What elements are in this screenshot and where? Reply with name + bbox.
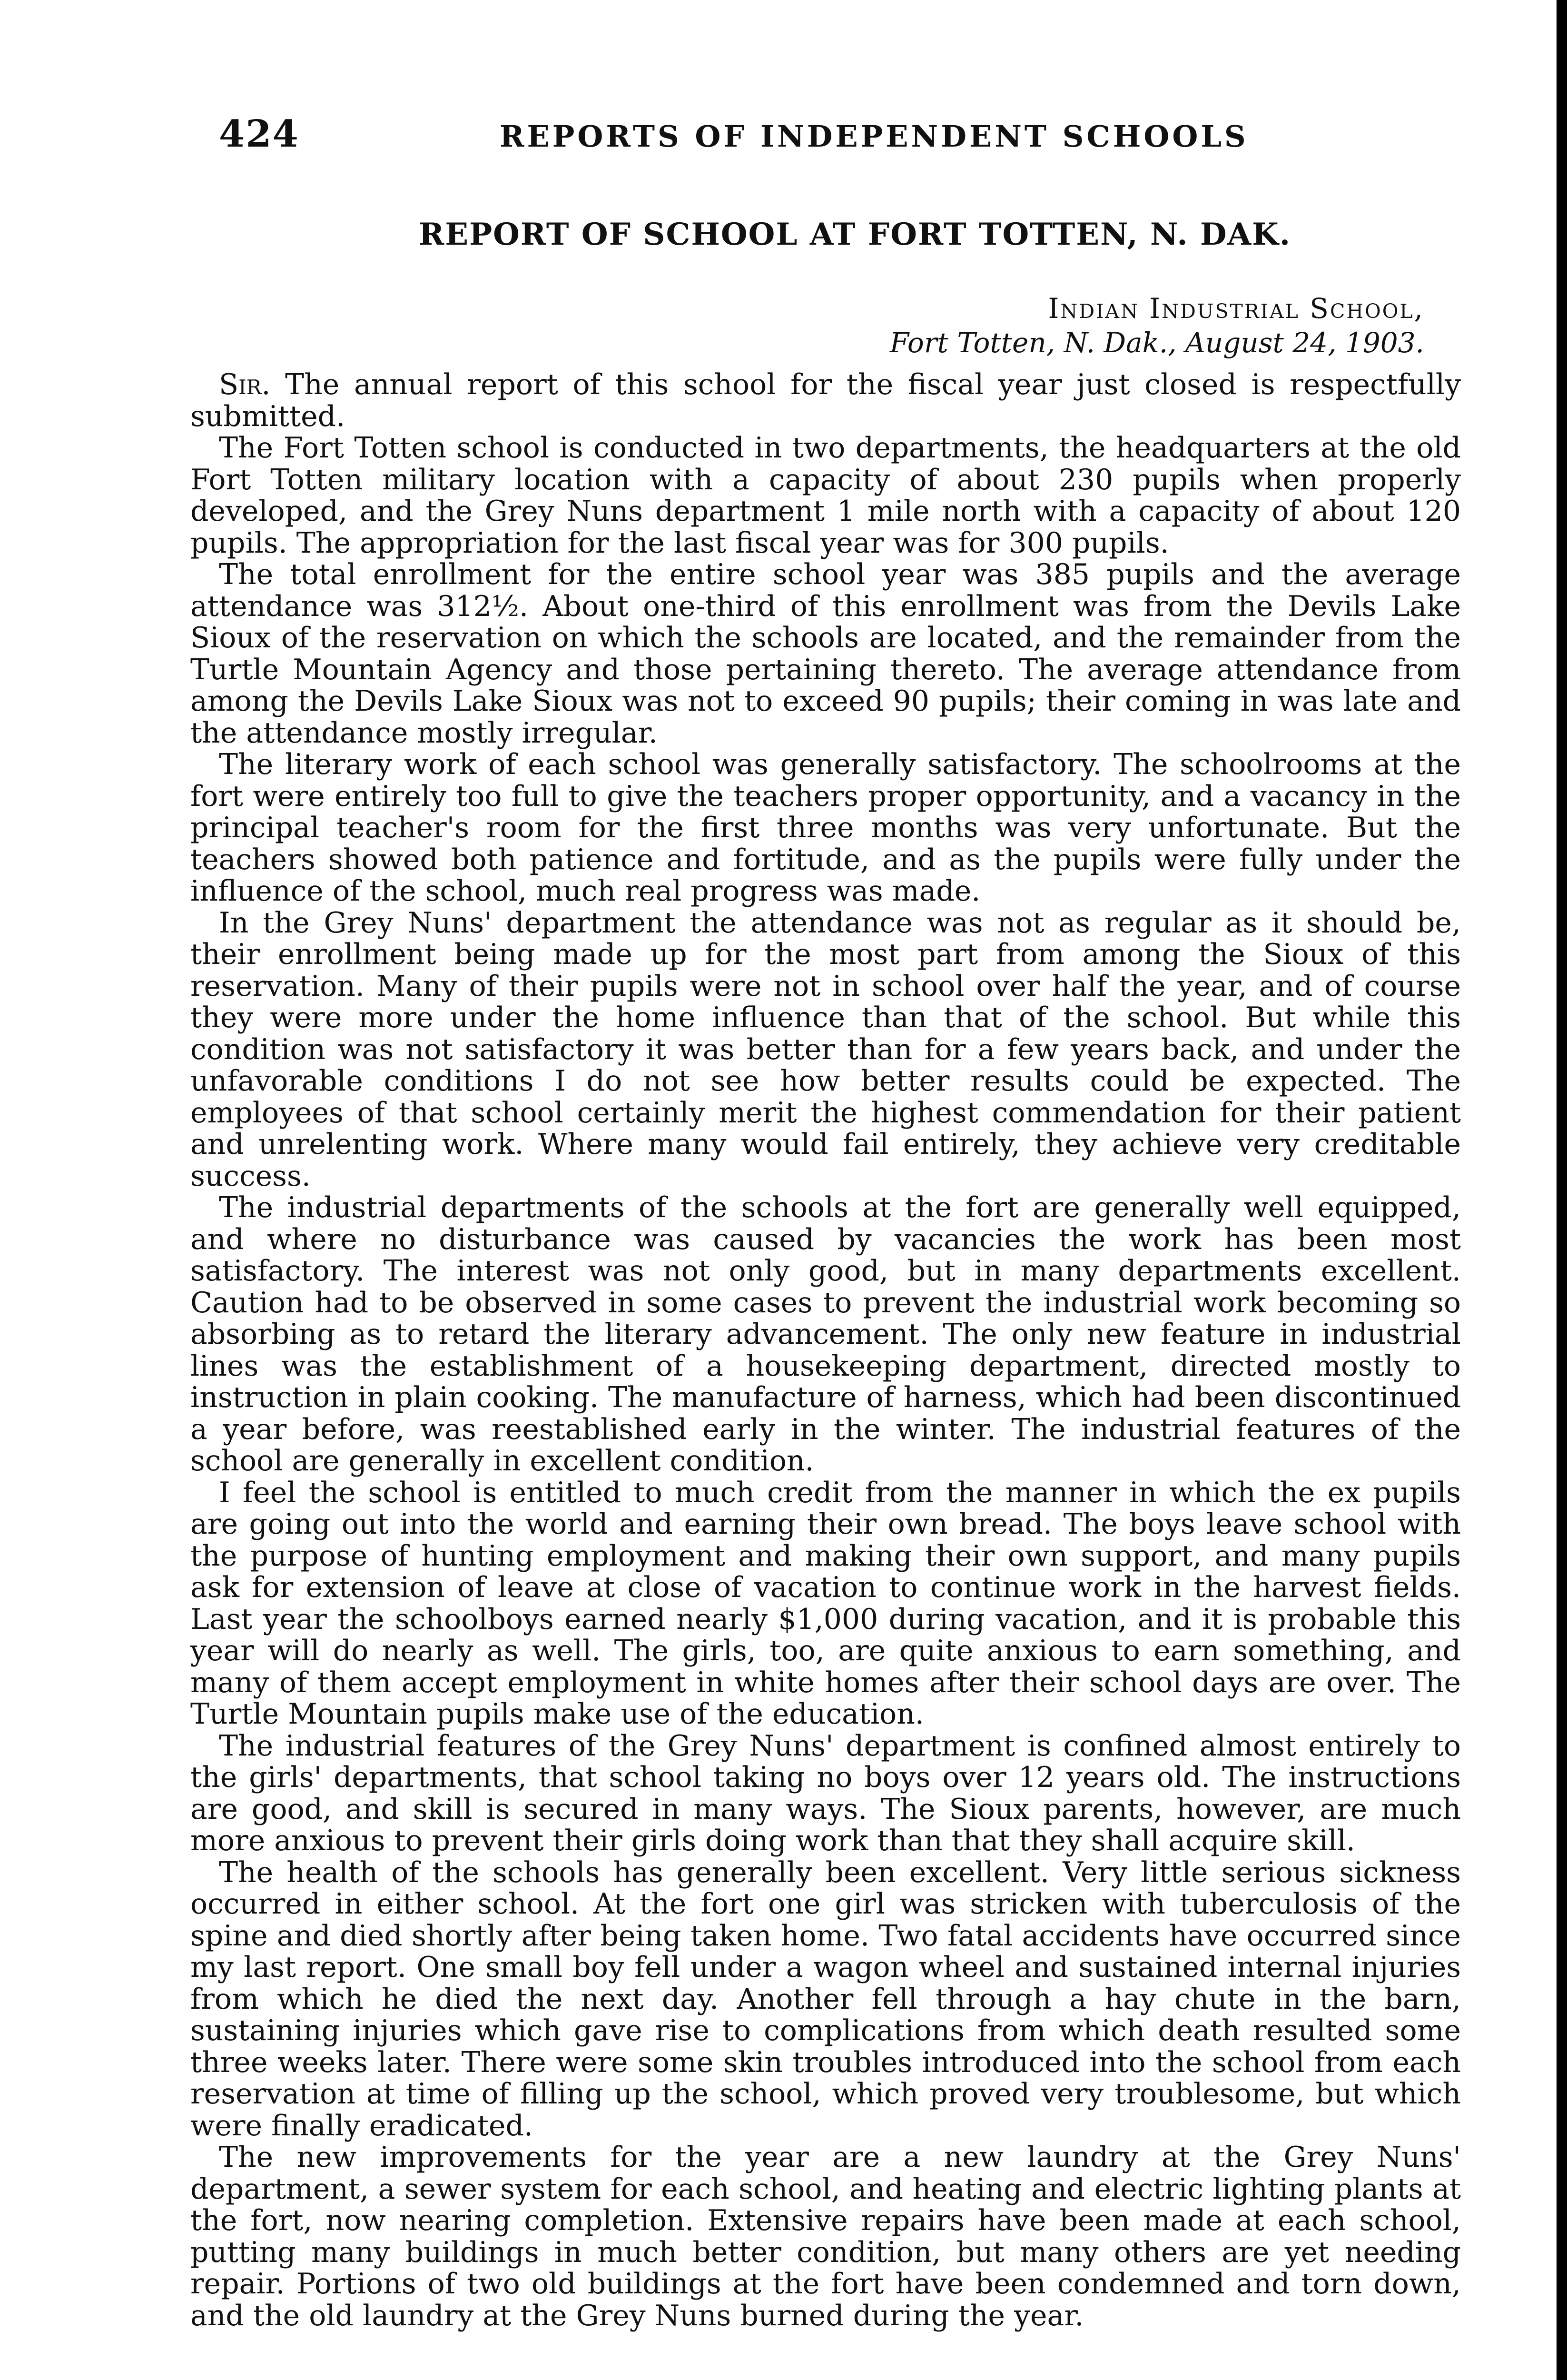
paragraph-9: The health of the schools has generally been excellent. Very little serious sickness occurred in either school. At the fort one girl was stricken with tuberculosis of the spine and died shortly after being taken home. Two fatal accidents have occurred since my last report. One small boy fell under a wagon wheel and sustained internal injuries from which he died the next day. Another fell through a hay chute in the barn, sustaining injuries which gave rise to complications from which death resulted some three weeks later. There were some skin troubles introduced into the school from each reservation at time of filling up the school, which proved very troublesome, but which were finally eradicated. [190,1855,1461,2142]
paragraph-5: In the Grey Nuns' department the attendance was not as regular as it should be, their enrollment being made up for the most part from among the Sioux of this reservation. Many of their pupils were not in school over half the year, and of course they were more under the home influence than that of the school. But while this condition was not satisfactory it was better than for a few years back, and under the unfavorable conditions I do not see how better results could be expected. The employees of that school certainly merit the highest commendation for their patient and unrelenting work. Where many would fail entirely, they achieve very creditable success. [190,906,1461,1193]
paragraph-6: The industrial departments of the schools at the fort are generally well equipped, and where no disturbance was caused by vacancies the work has been most satisfactory. The interest was not only good, but in many departments excellent. Caution had to be observed in some cases to prevent the industrial work becoming so absorbing as to retard the literary advancement. The only new feature in industrial lines was the establishment of a housekeeping department, directed mostly to instruction in plain cooking. The manufacture of harness, which had been discontinued a year before, was reestablished early in the winter. The industrial features of the school are generally in excellent condition. [190,1191,1461,1478]
running-head: REPORTS OF INDEPENDENT SCHOOLS [500,119,1249,154]
paragraph-4: The literary work of each school was generally satisfactory. The schoolrooms at the fort were entirely too full to give the teachers proper opportunity, and a vacancy in the principal teacher's room for the first three months was very unfortunate. But the teachers showed both patience and fortitude, and as the pupils were fully under the influence of the school, much real progress was made. [190,748,1461,908]
page-number: 424 [219,112,299,156]
salutation: Sir. [219,368,271,401]
report-title: REPORT OF SCHOOL AT FORT TOTTEN, N. DAK. [419,217,1291,252]
report-body [190,369,1461,2331]
paragraph-2: The Fort Totten school is conducted in two departments, the headquarters at the old Fort Totten military location with a capacity of about 230 pupils when properly developed, and the Grey Nuns department 1 mile north with a capacity of about 120 pupils. The appropriation for the last fiscal year was for 300 pupils. [190,431,1461,560]
page-edge-right [1557,0,1567,2380]
dateline-institution: Indian Industrial School, [1048,292,1424,325]
paragraph-3: The total enrollment for the entire school year was 385 pupils and the average attendance was 312½. About one-third of this enrollment was from the Devils Lake Sioux of the reservation on which the schools are located, and the remainder from the Turtle Mountain Agency and those pertaining thereto. The average attendance from among the Devils Lake Sioux was not to exceed 90 pupils; their coming in was late and the attendance mostly irregular. [190,558,1461,750]
paragraph-10: The new improvements for the year are a new laundry at the Grey Nuns' department, a sewer system for each school, and heating and electric lighting plants at the fort, now nearing completion. Extensive repairs have been made at each school, putting many buildings in much better condition, but many others are yet needing repair. Portions of two old buildings at the fort have been condemned and torn down, and the old laundry at the Grey Nuns burned during the year. [190,2141,1461,2332]
dateline [890,291,1424,360]
paragraph-8: The industrial features of the Grey Nuns' department is confined almost entirely to the girls' departments, that school taking no boys over 12 years old. The instructions are good, and skill is secured in many ways. The Sioux parents, however, are much more anxious to prevent their girls doing work than that they shall acquire skill. [190,1729,1461,1857]
dateline-place-date: Fort Totten, N. Dak., August 24, 1903. [889,327,1424,359]
paragraph-1-text: The annual report of this school for the fiscal year just closed is respectfully submitted. [190,368,1461,433]
paragraph-1 [190,369,1461,432]
paragraph-7: I feel the school is entitled to much credit from the manner in which the ex pupils are going out into the world and earning their own bread. The boys leave school with the purpose of hunting employment and making their own support, and many pupils ask for extension of leave at close of vacation to continue work in the harvest fields. Last year the schoolboys earned nearly $1,000 during vacation, and it is probable this year will do nearly as well. The girls, too, are quite anxious to earn something, and many of them accept employment in white homes after their school days are over. The Turtle Mountain pupils make use of the education. [190,1476,1461,1731]
